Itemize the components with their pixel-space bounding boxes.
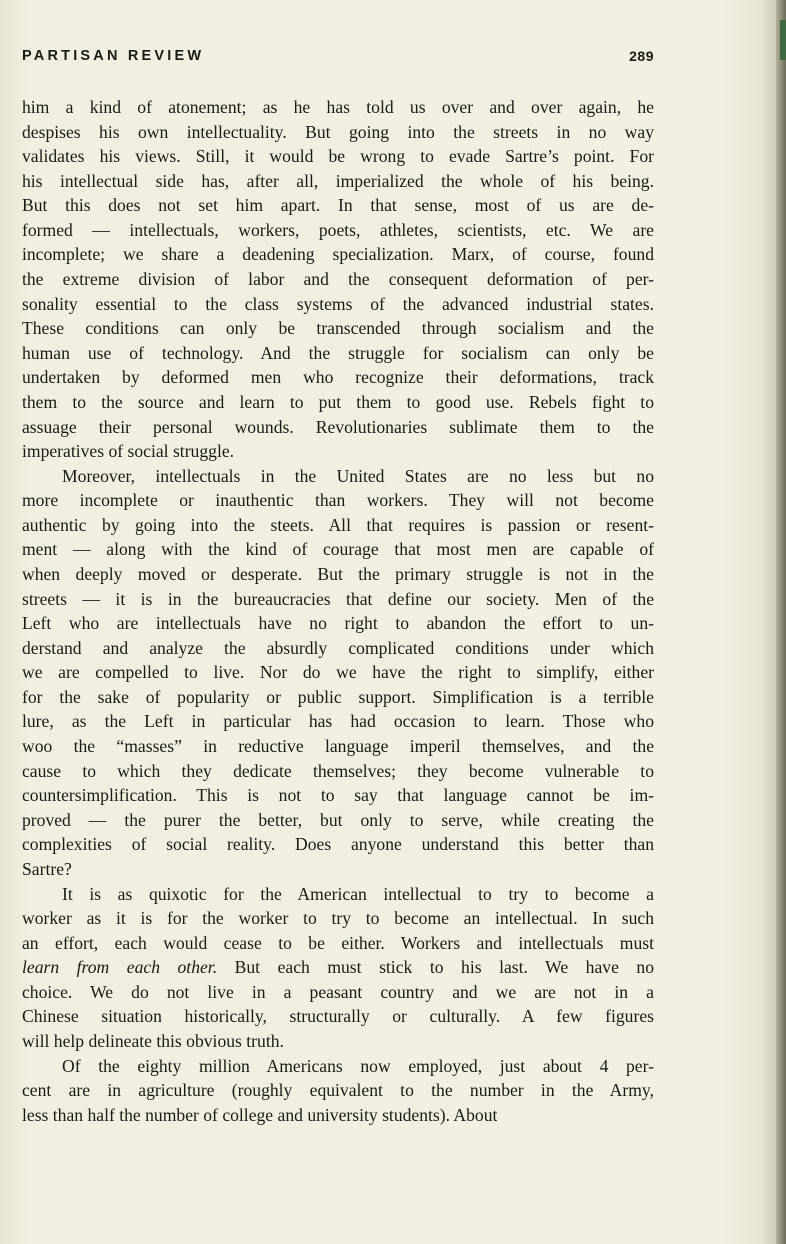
page-number: 289 — [629, 48, 654, 64]
italic-phrase: learn from each other. — [22, 957, 218, 978]
text-line: Moreover, intellectuals in the United States are no less but no — [62, 465, 654, 486]
running-head — [22, 48, 654, 72]
text-line: for the sake of popularity or public support. Simplification is a terrible — [22, 686, 654, 707]
text-line: them to the source and learn to put them to good use. Rebels fight to — [22, 391, 654, 412]
text-line: him a kind of atonement; as he has told us over and over again, he — [22, 97, 654, 117]
line-remainder: But each must stick to his last. We have no — [217, 957, 654, 978]
text-line: an effort, each would cease to be either. Workers and intellectuals must — [22, 932, 654, 953]
text-line: formed — intellectuals, workers, poets, athletes, scientists, etc. We are — [22, 219, 654, 240]
article-body — [22, 95, 654, 1127]
text-line: proved — the purer the better, but only to serve, while creating the — [22, 809, 654, 830]
text-line: Of the eighty million Americans now employed, just about 4 per- — [62, 1055, 654, 1076]
text-line: lure, as the Left in particular has had occasion to learn. Those who — [22, 711, 654, 732]
text-line: cent are in agriculture (roughly equivalent to the number in the Army, — [22, 1080, 654, 1101]
text-line: human use of technology. And the struggle for socialism can only be — [22, 342, 654, 363]
text-line: assuage their personal wounds. Revolutionaries sublimate them to the — [22, 416, 654, 437]
text-line: ment — along with the kind of courage that most men are capable of — [22, 539, 654, 560]
text-line: authentic by going into the steets. All that requires is passion or resent- — [22, 514, 654, 535]
text-line: streets — it is in the bureaucracies that define our society. Men of the — [22, 588, 654, 609]
text-line: It is as quixotic for the American intellectual to try to become a — [62, 883, 654, 904]
text-line: more incomplete or inauthentic than workers. They will not become — [22, 490, 654, 511]
text-line: Left who are intellectuals have no right to abandon the effort to un- — [22, 613, 654, 634]
adjacent-page-edge — [776, 0, 786, 1244]
text-line: his intellectual side has, after all, imperialized the whole of his being. — [22, 170, 654, 191]
text-line: validates his views. Still, it would be wrong to evade Sartre’s point. For — [22, 146, 654, 167]
edge-color-mark — [780, 20, 786, 60]
text-line: we are compelled to live. Nor do we have the right to simplify, either — [22, 662, 654, 683]
text-line: incomplete; we share a deadening specialization. Marx, of course, found — [22, 244, 654, 265]
text-line: Sartre? — [22, 858, 72, 879]
text-line: But this does not set him apart. In that sense, most of us are de- — [22, 195, 654, 216]
text-line: complexities of social reality. Does anyone understand this better than — [22, 834, 654, 855]
text-line: despises his own intellectuality. But going into the streets in no way — [22, 121, 654, 142]
text-line: will help delineate this obvious truth. — [22, 1030, 284, 1051]
text-line: woo the “masses” in reductive language imperil themselves, and the — [22, 736, 654, 757]
text-line: sonality essential to the class systems of the advanced industrial states. — [22, 293, 654, 314]
text-line: Chinese situation historically, structurally or culturally. A few figures — [22, 1006, 654, 1027]
text-line: the extreme division of labor and the consequent deformation of per- — [22, 269, 654, 290]
text-line — [22, 955, 654, 980]
journal-title: PARTISAN REVIEW — [22, 48, 205, 64]
text-line: cause to which they dedicate themselves; they become vulnerable to — [22, 760, 654, 781]
text-line: countersimplification. This is not to say that language cannot be im- — [22, 785, 654, 806]
text-line: worker as it is for the worker to try to become an intellectual. In such — [22, 908, 654, 929]
text-line: when deeply moved or desperate. But the primary struggle is not in the — [22, 563, 654, 584]
text-line: imperatives of social struggle. — [22, 441, 235, 462]
text-line: undertaken by deformed men who recognize their deformations, track — [22, 367, 654, 388]
text-line: less than half the number of college and university students). About — [22, 1104, 498, 1125]
text-line: choice. We do not live in a peasant country and we are not in a — [22, 981, 654, 1002]
text-line: derstand and analyze the absurdly complicated conditions under which — [22, 637, 654, 658]
text-line: These conditions can only be transcended through socialism and the — [22, 318, 654, 339]
